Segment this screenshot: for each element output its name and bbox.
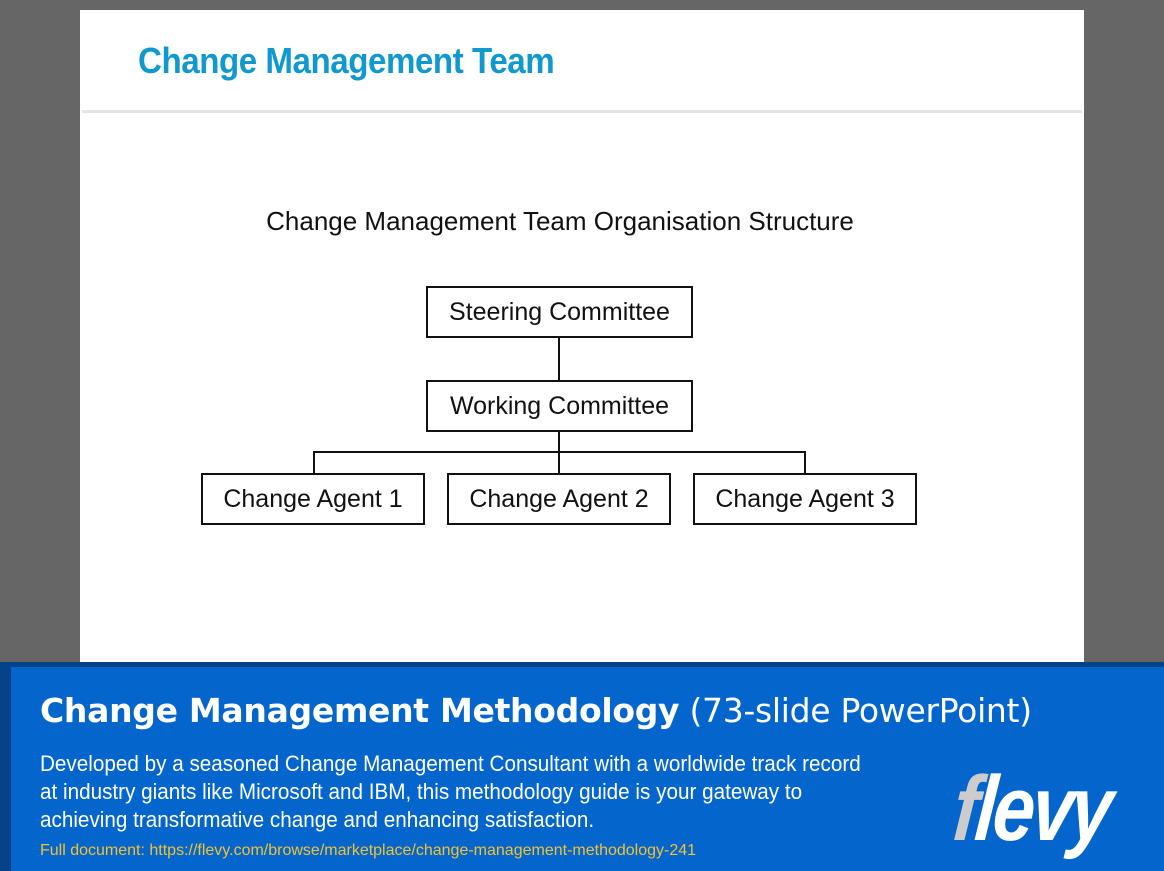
slide <box>80 10 1084 662</box>
description-line: at industry giants like Microsoft and IBM, this methodology guide is your gateway to <box>40 779 803 804</box>
logo-rest: levy <box>971 758 1114 860</box>
org-box-steering-committee <box>426 286 693 338</box>
full-document-link[interactable]: Full document: https://flevy.com/browse/marketplace/change-management-methodology-241 <box>40 842 697 859</box>
org-box-label: Steering Committee <box>449 297 670 326</box>
flevy-logo[interactable] <box>949 758 1114 860</box>
banner-description <box>40 750 861 834</box>
org-box-change-agent-3 <box>693 473 917 525</box>
connector-line <box>804 451 806 474</box>
org-box-change-agent-2 <box>447 473 671 525</box>
banner-title-main: Change Management Methodology <box>40 691 680 730</box>
title-divider <box>82 110 1082 113</box>
logo-f: f <box>949 758 981 860</box>
connector-line <box>313 451 315 474</box>
org-box-label: Working Committee <box>449 391 670 420</box>
org-box-working-committee <box>426 380 693 432</box>
banner-accent-strip <box>0 667 11 871</box>
description-line: achieving transformative change and enhancing satisfaction. <box>40 807 595 832</box>
slide-title: Change Management Team <box>138 40 555 81</box>
banner-title-sub: (73-slide PowerPoint) <box>689 691 1032 730</box>
org-box-change-agent-1 <box>201 473 425 525</box>
description-line: Developed by a seasoned Change Management Consultant with a worldwide track record <box>40 751 861 776</box>
banner-title <box>40 691 1032 730</box>
org-box-label: Change Agent 3 <box>715 484 895 513</box>
org-box-label: Change Agent 1 <box>223 484 403 513</box>
org-chart-title: Change Management Team Organisation Structure <box>266 206 854 236</box>
connector-line <box>558 338 560 381</box>
org-box-label: Change Agent 2 <box>469 484 649 513</box>
connector-line <box>313 451 806 453</box>
connector-line <box>558 432 560 474</box>
promo-banner <box>0 662 1164 871</box>
